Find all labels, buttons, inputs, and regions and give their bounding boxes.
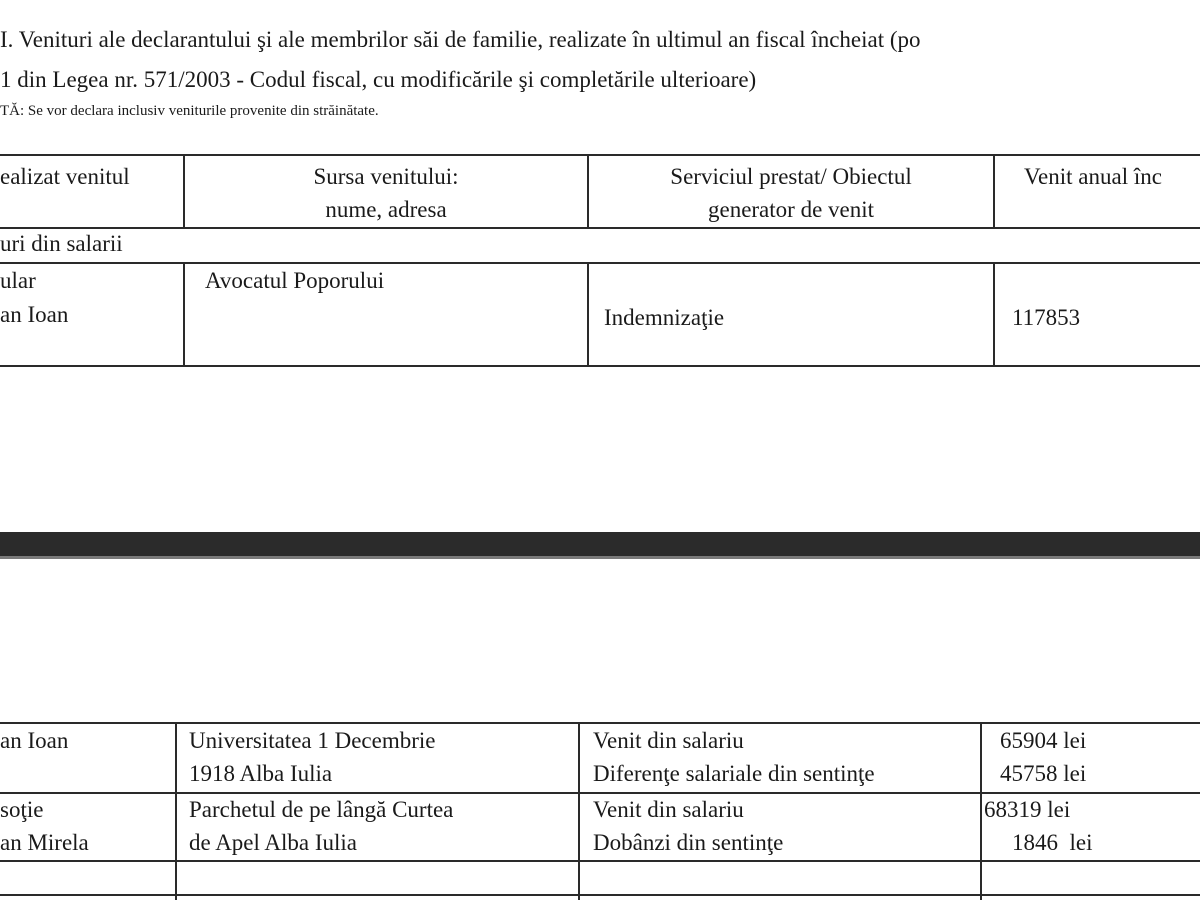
row2-source-line2: de Apel Alba Iulia: [189, 830, 357, 855]
header-service-line1: Serviciul prestat/ Obiectul: [670, 164, 912, 189]
table1-row-sep-1: [183, 262, 185, 367]
table2-top-border: [0, 722, 1200, 724]
table1-top-border: [0, 154, 1200, 156]
row-amount: 117853: [1012, 305, 1081, 330]
row1-service-line1: Venit din salariu: [593, 728, 744, 753]
row2-amount-line2: 1846 lei: [1012, 830, 1093, 855]
row2-service-line1: Venit din salariu: [593, 797, 744, 822]
table2-col-sep-1: [175, 722, 177, 900]
table2-row2-bottom: [0, 860, 1200, 862]
row1-holder: an Ioan: [0, 728, 69, 753]
table1-bottom-border: [0, 365, 1200, 367]
row-service: Indemnizaţie: [604, 305, 725, 330]
section-note: TĂ: Se vor declara inclusiv veniturile provenite din străinătate.: [0, 103, 379, 119]
row-holder-line1: ular: [0, 268, 36, 293]
scan-divider-band: [0, 532, 1200, 556]
row1-amount-line2: 45758 lei: [1000, 761, 1087, 786]
table2-row1-bottom: [0, 792, 1200, 794]
header-source-line2: nume, adresa: [325, 197, 447, 222]
row1-service-line2: Diferenţe salariale din sentinţe: [593, 761, 875, 786]
section-label-salaries: uri din salarii: [0, 231, 123, 256]
scan-divider-shadow: [0, 556, 1200, 559]
row2-source-line1: Parchetul de pe lângă Curtea: [189, 797, 454, 822]
table1-row-sep-3: [993, 262, 995, 367]
section-heading-line2: 1 din Legea nr. 571/2003 - Codul fiscal, cu modificările şi completările ulterioare): [0, 67, 757, 92]
row1-source-line2: 1918 Alba Iulia: [189, 761, 333, 786]
table2-col-sep-2: [578, 722, 580, 900]
row2-service-line2: Dobânzi din sentinţe: [593, 830, 784, 855]
header-annual-income: Venit anual înc: [1024, 164, 1162, 189]
table2-row3-bottom: [0, 894, 1200, 896]
row-holder-line2: an Ioan: [0, 302, 69, 327]
row1-amount-line1: 65904 lei: [1000, 728, 1087, 753]
table1-section-bottom: [0, 262, 1200, 264]
table1-header-bottom: [0, 227, 1200, 229]
header-income-holder: ealizat venitul: [0, 164, 130, 189]
table1-header-sep-3: [993, 154, 995, 229]
header-service-line2: generator de venit: [707, 197, 875, 222]
row1-source-line1: Universitatea 1 Decembrie: [189, 728, 436, 753]
row2-holder-line2: an Mirela: [0, 830, 89, 855]
row2-amount-line1: 68319 lei: [984, 797, 1071, 822]
table1-row-sep-2: [587, 262, 589, 367]
header-source-line1: Sursa venitului:: [313, 164, 459, 189]
section-heading-line1: I. Venituri ale declarantului şi ale membrilor săi de familie, realizate în ultimul an fiscal încheiat (po: [0, 27, 921, 52]
row2-holder-line1: soţie: [0, 797, 44, 822]
table2-col-sep-3: [980, 722, 982, 900]
row-source: Avocatul Poporului: [205, 268, 385, 293]
